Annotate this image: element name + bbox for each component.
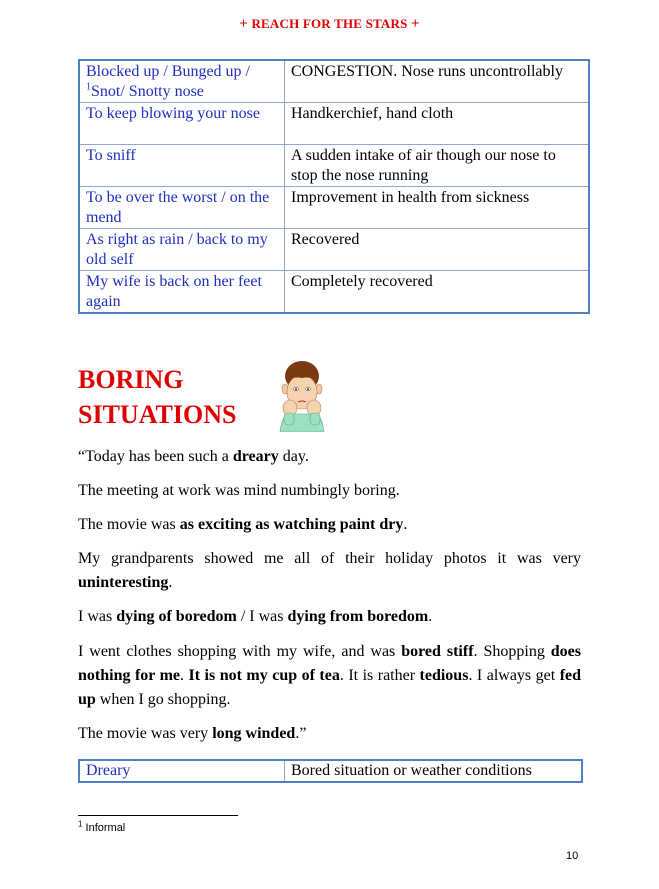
paragraph-3: The movie was as exciting as watching paint dry. [78, 516, 408, 533]
page-header [0, 16, 659, 33]
definition-cell: Recovered [285, 229, 590, 271]
bored-boy-illustration [272, 358, 332, 432]
paragraph-2: The meeting at work was mind numbingly boring. [78, 482, 400, 499]
paragraph-1: “Today has been such a dreary day. [78, 448, 309, 465]
section-title-line1: BORING [78, 365, 184, 394]
term-cell: To keep blowing your nose [79, 103, 285, 145]
section-title [78, 362, 236, 432]
definition-cell: Handkerchief, hand cloth [285, 103, 590, 145]
page-number: 10 [566, 850, 579, 862]
footnote-text: Informal [85, 822, 126, 834]
paragraph-6: I went clothes shopping with my wife, and was bored stiff. Shopping does nothing for me. It is not my cup of tea. It is rather tedious. I always get fed up when I go shopping. [78, 643, 582, 708]
paragraph-4: My grandparents showed me all of their holiday photos it was very uninteresting. [78, 550, 581, 591]
term-cell: My wife is back on her feet again [79, 271, 285, 314]
table-row [79, 760, 582, 782]
vocab-table [78, 59, 590, 314]
table-row [79, 60, 589, 103]
term-cell: Dreary [79, 760, 285, 782]
definition-cell: A sudden intake of air though our nose to stop the nose running [285, 145, 590, 187]
term-cell: As right as rain / back to my old self [79, 229, 285, 271]
header-title: REACH FOR THE STARS [251, 16, 408, 31]
dreary-table [78, 759, 583, 783]
table-row [79, 103, 589, 145]
term-cell: Blocked up / Bunged up / $^1$Snot/ Snotty nose [79, 60, 285, 103]
footnote-divider [78, 815, 238, 816]
table-row [79, 229, 589, 271]
table-row [79, 187, 589, 229]
plus-right-icon: + [411, 16, 420, 32]
table-row [79, 271, 589, 314]
term-cell: To sniff [79, 145, 285, 187]
definition-cell: Completely recovered [285, 271, 590, 314]
footnote [78, 819, 126, 834]
definition-cell: Improvement in health from sickness [285, 187, 590, 229]
plus-left-icon: + [239, 16, 248, 32]
paragraph-7: The movie was very long winded.” [78, 725, 307, 742]
table-row [79, 145, 589, 187]
definition-cell: CONGESTION. Nose runs uncontrollably [285, 60, 590, 103]
footnote-marker: 1 [78, 819, 83, 829]
definition-cell: Bored situation or weather conditions [285, 760, 583, 782]
paragraph-5: I was dying of boredom / I was dying from boredom. [78, 608, 433, 625]
section-title-line2: SITUATIONS [78, 400, 237, 429]
term-cell: To be over the worst / on the mend [79, 187, 285, 229]
